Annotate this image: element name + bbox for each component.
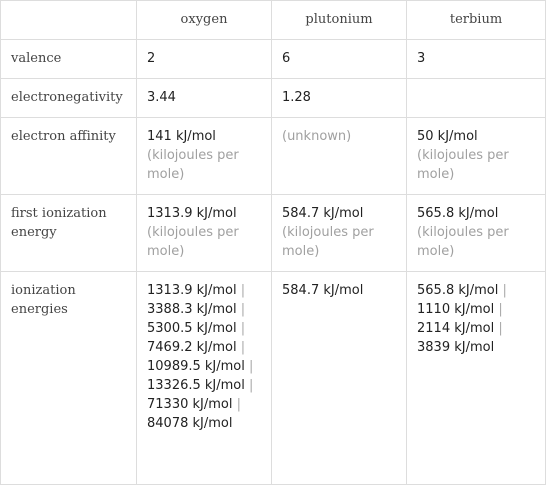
value-text: 584.7 kJ/mol	[282, 206, 364, 221]
value-text: 50 kJ/mol	[417, 129, 478, 144]
table-row-electron-affinity	[1, 118, 546, 195]
value-text: 565.8 kJ/mol	[417, 206, 499, 221]
row-label-electronegativity: electronegativity	[1, 79, 137, 118]
row-label-first-ionization-energy: first ionization energy	[1, 195, 137, 272]
ionization-energy-value: 10989.5 kJ/mol	[147, 359, 245, 374]
ionization-energy-value: 3839 kJ/mol	[417, 340, 495, 355]
unit-description: (kilojoules per mole)	[282, 225, 374, 259]
value-separator: |	[236, 302, 246, 317]
ionization-energy-value: 1313.9 kJ/mol	[147, 283, 237, 298]
electron-affinity-terbium	[407, 118, 546, 195]
value-text: 1313.9 kJ/mol	[147, 206, 237, 221]
table-header-row	[1, 1, 546, 40]
unit-description: (kilojoules per mole)	[147, 148, 239, 182]
value-separator: |	[232, 397, 241, 412]
header-plutonium: plutonium	[272, 1, 407, 40]
valence-terbium: 3	[407, 40, 546, 79]
header-oxygen: oxygen	[137, 1, 272, 40]
ionization-energy-value: 7469.2 kJ/mol	[147, 340, 237, 355]
ionization-energy-value: 3388.3 kJ/mol	[147, 302, 237, 317]
first-ionization-plutonium	[272, 195, 407, 272]
value-separator: |	[236, 283, 246, 298]
value-separator: |	[236, 321, 246, 336]
value-text: 141 kJ/mol	[147, 129, 216, 144]
ionization-energy-value: 565.8 kJ/mol	[417, 283, 499, 298]
valence-oxygen: 2	[137, 40, 272, 79]
electronegativity-oxygen: 3.44	[137, 79, 272, 118]
ionization-energy-value: 2114 kJ/mol	[417, 321, 495, 336]
ionization-energy-value: 13326.5 kJ/mol	[147, 378, 245, 393]
electron-affinity-oxygen	[137, 118, 272, 195]
table-row-valence	[1, 40, 546, 79]
unit-description: (kilojoules per mole)	[417, 225, 509, 259]
value-separator: |	[494, 321, 503, 336]
value-separator: |	[494, 302, 503, 317]
ionization-energies-terbium	[407, 272, 546, 485]
electronegativity-terbium	[407, 79, 546, 118]
table-row-ionization-energies	[1, 272, 546, 485]
first-ionization-oxygen	[137, 195, 272, 272]
ionization-energy-value: 1110 kJ/mol	[417, 302, 495, 317]
row-label-valence: valence	[1, 40, 137, 79]
electronegativity-plutonium: 1.28	[272, 79, 407, 118]
value-separator: |	[244, 378, 254, 393]
table-row-first-ionization-energy	[1, 195, 546, 272]
ionization-energy-value: 84078 kJ/mol	[147, 416, 233, 431]
ionization-energy-value: 584.7 kJ/mol	[282, 283, 364, 298]
unit-description: (kilojoules per mole)	[417, 148, 509, 182]
value-separator: |	[498, 283, 507, 298]
table-row-electronegativity	[1, 79, 546, 118]
electron-affinity-plutonium: (unknown)	[272, 118, 407, 195]
header-terbium: terbium	[407, 1, 546, 40]
ionization-energies-oxygen	[137, 272, 272, 485]
valence-plutonium: 6	[272, 40, 407, 79]
unit-description: (kilojoules per mole)	[147, 225, 239, 259]
value-separator: |	[244, 359, 254, 374]
header-blank-cell	[1, 1, 137, 40]
first-ionization-terbium	[407, 195, 546, 272]
ionization-energies-plutonium	[272, 272, 407, 485]
row-label-electron-affinity: electron affinity	[1, 118, 137, 195]
ionization-energy-value: 5300.5 kJ/mol	[147, 321, 237, 336]
row-label-ionization-energies: ionization energies	[1, 272, 137, 485]
value-separator: |	[236, 340, 246, 355]
ionization-energy-value: 71330 kJ/mol	[147, 397, 233, 412]
